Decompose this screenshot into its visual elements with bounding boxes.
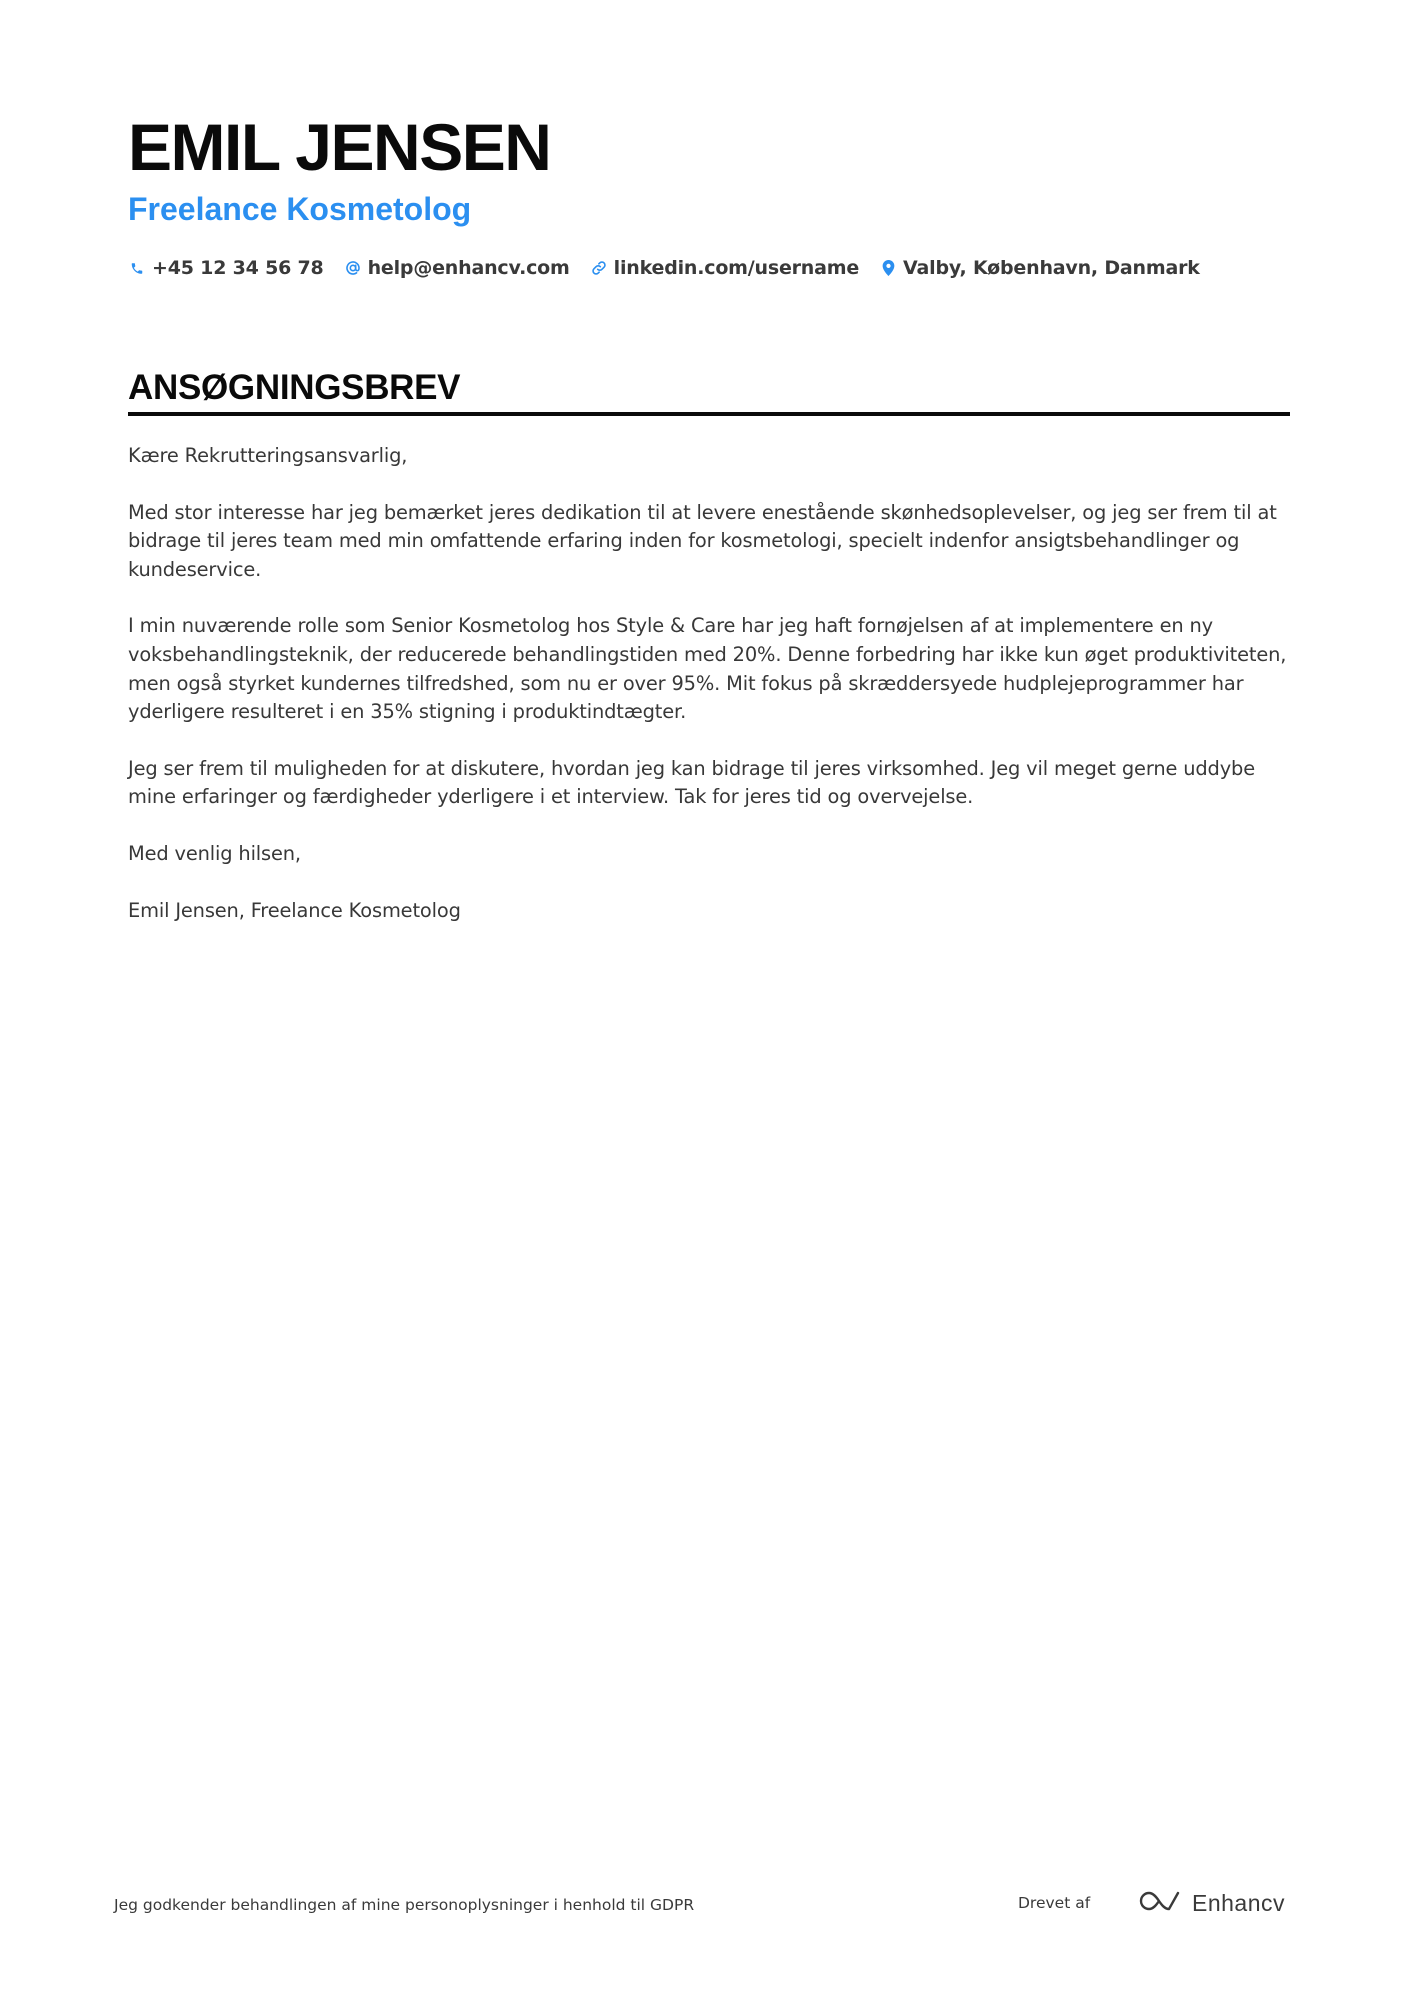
location-pin-icon xyxy=(879,259,897,277)
brand-name: Enhancv xyxy=(1192,1889,1286,1916)
at-icon xyxy=(344,259,362,277)
letter-paragraph: Med stor interesse har jeg bemærket jeres dedikation til at levere enestående skønhedsoplevelser, og jeg ser frem til at bidrage til jeres team med min omfattende erfaring inden for kosmetologi, specielt indenfor ansigtsbehandlinger og kundeservice. xyxy=(128,500,1277,581)
phone-number[interactable]: +45 12 34 56 78 xyxy=(152,257,324,279)
phone-icon xyxy=(128,259,146,277)
email-address[interactable]: help@enhancv.com xyxy=(367,257,570,279)
contact-info xyxy=(128,253,1220,283)
section-title: ANSØGNINGSBREV xyxy=(128,368,461,407)
letter-signature: Emil Jensen, Freelance Kosmetolog xyxy=(128,898,461,922)
contact-location xyxy=(879,257,1200,279)
letter-greeting: Kære Rekrutteringsansvarlig, xyxy=(128,444,408,467)
letter-paragraph: Jeg ser frem til muligheden for at diskutere, hvordan jeg kan bidrage til jeres virksomhed. Jeg vil meget gerne uddybe mine erfaringer og færdigheder yderligere i et interview. Tak for jeres tid og overvejelse. xyxy=(128,756,1255,809)
job-title: Freelance Kosmetolog xyxy=(128,191,472,227)
infinity-logo-icon xyxy=(1138,1888,1184,1918)
contact-linkedin xyxy=(590,257,859,279)
link-icon xyxy=(590,259,608,277)
section-heading xyxy=(128,366,1290,416)
contact-phone xyxy=(128,257,324,279)
letter-closing: Med venlig hilsen, xyxy=(128,841,301,865)
footer xyxy=(114,1886,1290,1926)
letter-body xyxy=(128,442,1290,953)
contact-email xyxy=(344,257,570,279)
applicant-name: EMIL JENSEN xyxy=(128,110,551,184)
location: Valby, København, Danmark xyxy=(903,257,1200,279)
enhancv-logo[interactable] xyxy=(1138,1886,1285,1920)
gdpr-consent-text: Jeg godkender behandlingen af mine personoplysninger i henhold til GDPR xyxy=(114,1896,695,1914)
linkedin-url[interactable]: linkedin.com/username xyxy=(613,257,860,279)
powered-by-label: Drevet af xyxy=(1018,1894,1091,1912)
letter-paragraph: I min nuværende rolle som Senior Kosmetolog hos Style & Care har jeg haft fornøjelsen af at implementere en ny voksbehandlingsteknik, der reducerede behandlingstiden med 20%. Denne forbedring har ikke kun øget produktiviteten, men også styrket kundernes tilfredshed, som nu er over 95%. Mit fokus på skræddersyede hudplejeprogrammer har yderligere resulteret i en 35% stigning i produktindtægter. xyxy=(128,614,1287,724)
